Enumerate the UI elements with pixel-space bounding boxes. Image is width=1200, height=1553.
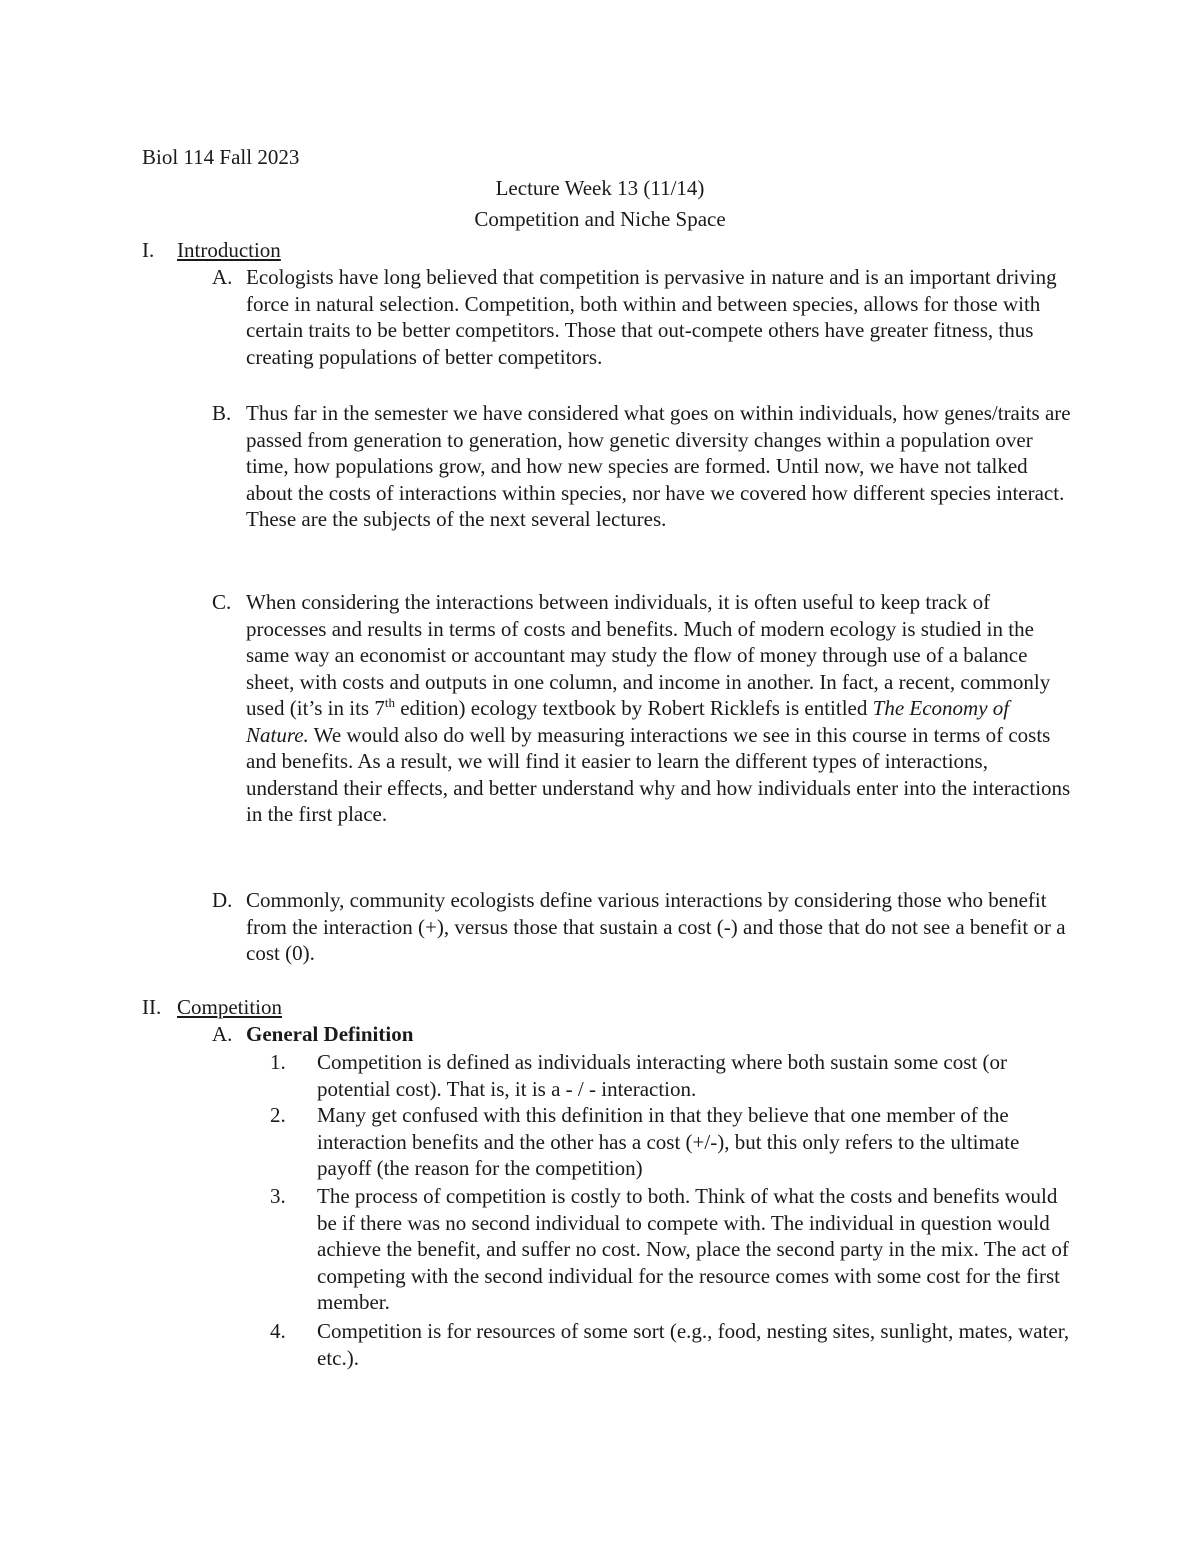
course-header: Biol 114 Fall 2023 (142, 145, 300, 169)
subsection-letter: A. (212, 1022, 233, 1046)
point-number: 1. (270, 1050, 286, 1074)
item-text-part1: When considering the interactions between individuals, it is often useful to keep track of processes and results in terms of costs and benefits. Much of modern ecology is studied in the same way an economist or accountant may study the flow of money through use of a balance sheet, with costs and outputs in one column, and income in another. In fact, a recent, commonly used (it’s in its 7 (246, 590, 1051, 720)
book-title: The Economy of Nature. (246, 696, 1010, 747)
definition-point-4 (270, 1318, 1072, 1371)
point-number: 3. (270, 1184, 286, 1208)
definition-point-1 (270, 1049, 1072, 1102)
section-title: Introduction (177, 238, 281, 262)
item-letter: C. (212, 590, 232, 614)
point-text: Competition is defined as individuals interacting where both sustain some cost (or potential cost). That is, it is a - / - interaction. (317, 1050, 1007, 1101)
item-letter: A. (212, 265, 233, 289)
item-text: Commonly, community ecologists define various interactions by considering those who benefit from the interaction (+), versus those that sustain a cost (-) and those that do not see a benefit or a cost (0). (246, 888, 1066, 965)
point-text: The process of competition is costly to both. Think of what the costs and benefits would be if there was no second individual to compete with. The individual in question would achieve the benefit, and suffer no cost. Now, place the second party in the mix. The act of competing with the second individual for the resource comes with some cost for the first member. (317, 1184, 1069, 1314)
point-number: 2. (270, 1103, 286, 1127)
point-text: Competition is for resources of some sort (e.g., food, nesting sites, sunlight, mates, water, etc.). (317, 1319, 1070, 1370)
item-text: Thus far in the semester we have considered what goes on within individuals, how genes/traits are passed from generation to generation, how genetic diversity changes within a population over time, how populations grow, and how new species are formed. Until now, we have not talked about the costs of interactions within species, nor have we covered how different species interact. These are the subjects of the next several lectures. (246, 401, 1071, 531)
item-text: Ecologists have long believed that competition is pervasive in nature and is an important driving force in natural selection. Competition, both within and between species, allows for those with certain traits to be better competitors. Those that out-compete others have greater fitness, thus creating populations of better competitors. (246, 265, 1057, 369)
intro-item-a (212, 264, 1072, 370)
point-text: Many get confused with this definition in that they believe that one member of the interaction benefits and the other has a cost (+/-), but this only refers to the ultimate payoff (the reason for the competition) (317, 1103, 1020, 1180)
item-text-part2: edition) ecology textbook by Robert Ricklefs is entitled (394, 696, 873, 720)
point-number: 4. (270, 1319, 286, 1343)
definition-point-3 (270, 1183, 1072, 1316)
item-letter: B. (212, 401, 232, 425)
subsection-general-definition (212, 1021, 1072, 1048)
item-text-part3: We would also do well by measuring interactions we see in this course in terms of costs and benefits. As a result, we will find it easier to learn the different types of interactions, understand their effects, and better understand why and how individuals enter into the interactions in the first place. (246, 722, 1071, 826)
section-number: I. (142, 238, 155, 262)
subsection-title: General Definition (246, 1022, 414, 1046)
intro-item-c (212, 589, 1072, 828)
item-letter: D. (212, 888, 233, 912)
item-text (246, 589, 1072, 828)
section-number: II. (142, 995, 162, 1019)
lecture-topic: Competition and Niche Space (474, 207, 726, 231)
superscript: th (384, 695, 395, 710)
intro-item-d (212, 887, 1072, 967)
section-title: Competition (177, 995, 282, 1019)
intro-item-b (212, 400, 1072, 533)
definition-point-2 (270, 1102, 1072, 1182)
lecture-title: Lecture Week 13 (11/14) (495, 176, 705, 200)
